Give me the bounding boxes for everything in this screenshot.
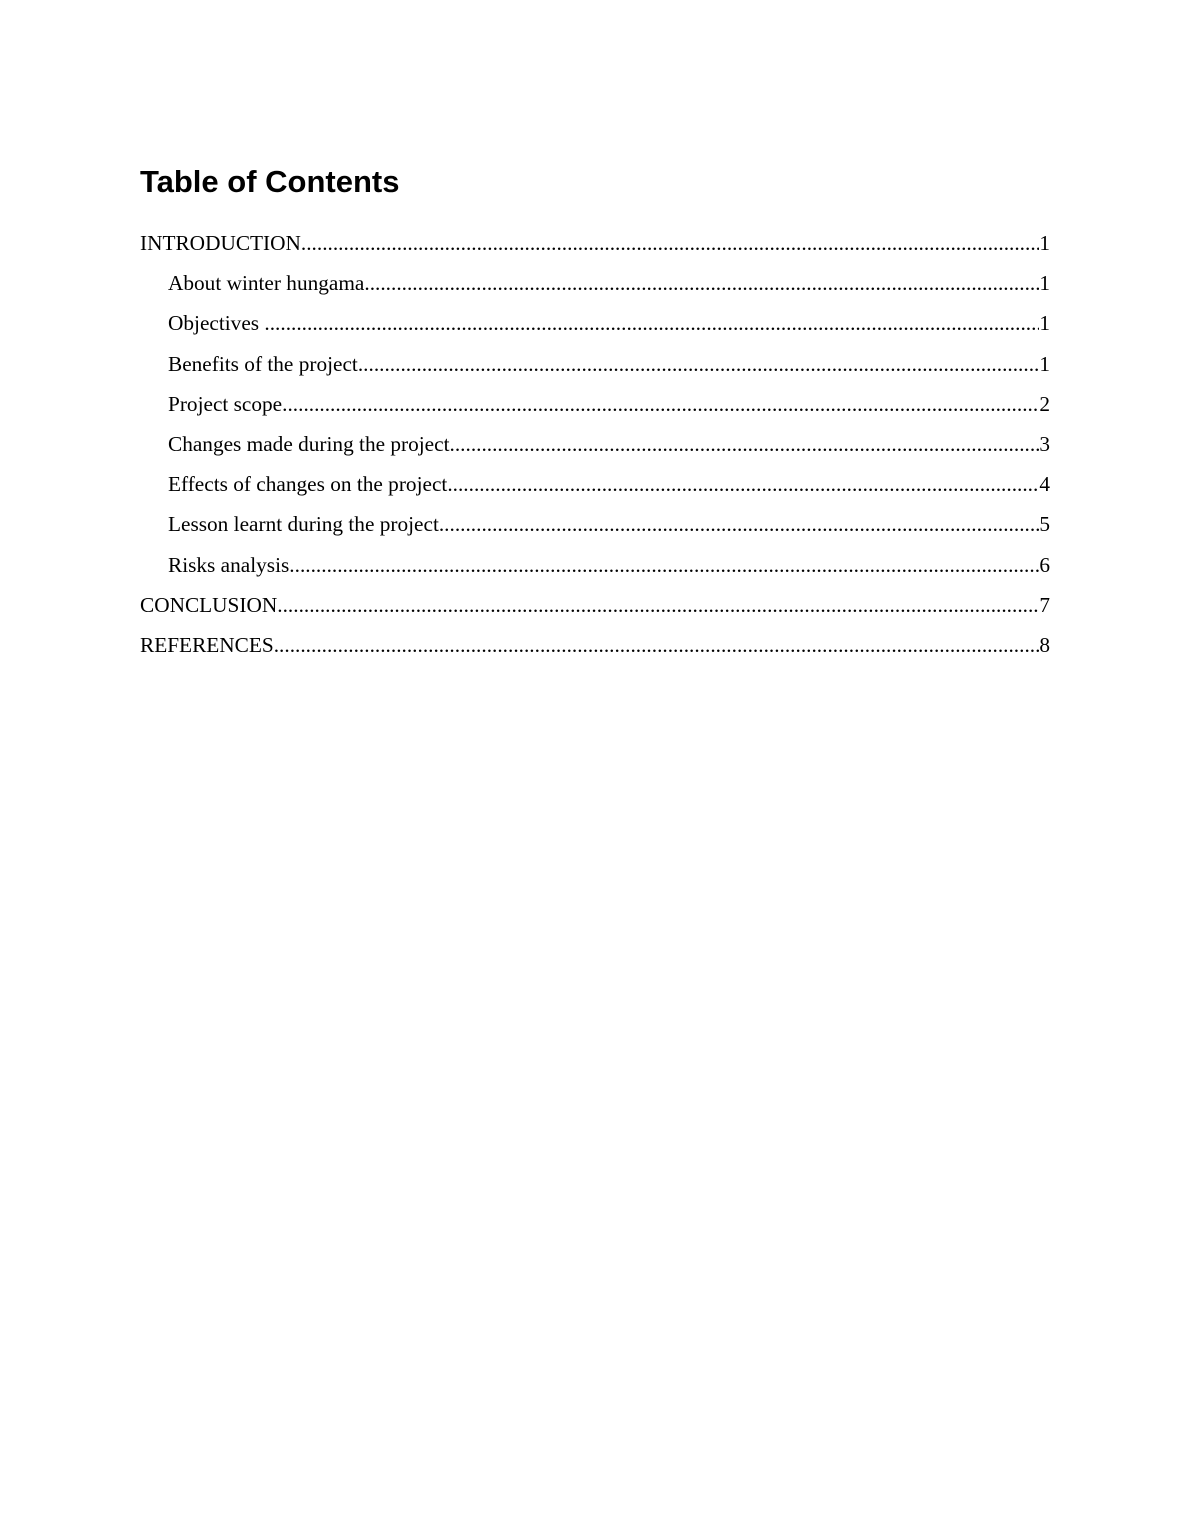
toc-entry-label: Lesson learnt during the project [168, 512, 439, 537]
toc-dot-leader [301, 225, 1039, 261]
toc-entry-objectives[interactable] [140, 305, 1050, 345]
toc-page-number: 1 [1039, 311, 1050, 336]
toc-entry-about-winter-hungama[interactable] [140, 265, 1050, 305]
toc-entry-conclusion[interactable] [140, 587, 1050, 627]
toc-dot-leader [358, 346, 1040, 382]
toc-entry-label: Project scope [168, 391, 283, 416]
toc-dot-leader [274, 627, 1040, 663]
toc-dot-leader [277, 587, 1039, 623]
toc-entry-references[interactable] [140, 627, 1050, 667]
toc-dot-leader [282, 386, 1039, 422]
toc-entry-label: INTRODUCTION [140, 231, 301, 255]
toc-page-number: 1 [1039, 231, 1050, 255]
toc-dot-leader [450, 426, 1040, 462]
toc-entry-label: CONCLUSION [140, 592, 278, 617]
toc-entry-effects-of-changes[interactable] [140, 466, 1050, 506]
toc-dot-leader [264, 305, 1039, 341]
toc-dot-leader [447, 466, 1039, 502]
toc-entry-introduction[interactable] [140, 225, 1050, 265]
toc-entry-label: Risks analysis [168, 552, 290, 577]
toc-page-number: 4 [1039, 472, 1050, 497]
toc-entry-lesson-learnt[interactable] [140, 506, 1050, 546]
toc-page-number: 1 [1039, 351, 1050, 376]
toc-page-number: 6 [1039, 552, 1050, 577]
toc-dot-leader [289, 547, 1039, 583]
toc-dot-leader [439, 506, 1039, 542]
toc-page-number: 3 [1039, 431, 1050, 456]
toc-entry-project-scope[interactable] [140, 386, 1050, 426]
toc-list [140, 225, 1050, 667]
toc-dot-leader [364, 265, 1039, 301]
toc-heading: Table of Contents [140, 164, 400, 199]
toc-entry-label: Benefits of the project [168, 351, 358, 376]
toc-entry-label: Effects of changes on the project [168, 472, 448, 497]
toc-entry-changes-made[interactable] [140, 426, 1050, 466]
toc-entry-label: Changes made during the project [168, 431, 450, 456]
toc-entry-risks-analysis[interactable] [140, 547, 1050, 587]
toc-page-number: 5 [1039, 512, 1050, 537]
toc-page-number: 8 [1039, 632, 1050, 657]
toc-page-number: 7 [1039, 592, 1050, 617]
toc-entry-label: REFERENCES [140, 632, 274, 657]
toc-entry-label: About winter hungama [168, 271, 365, 296]
toc-page-number: 2 [1039, 391, 1050, 416]
toc-entry-benefits-of-the-project[interactable] [140, 346, 1050, 386]
toc-page-number: 1 [1039, 271, 1050, 296]
toc-entry-label: Objectives [168, 311, 265, 336]
